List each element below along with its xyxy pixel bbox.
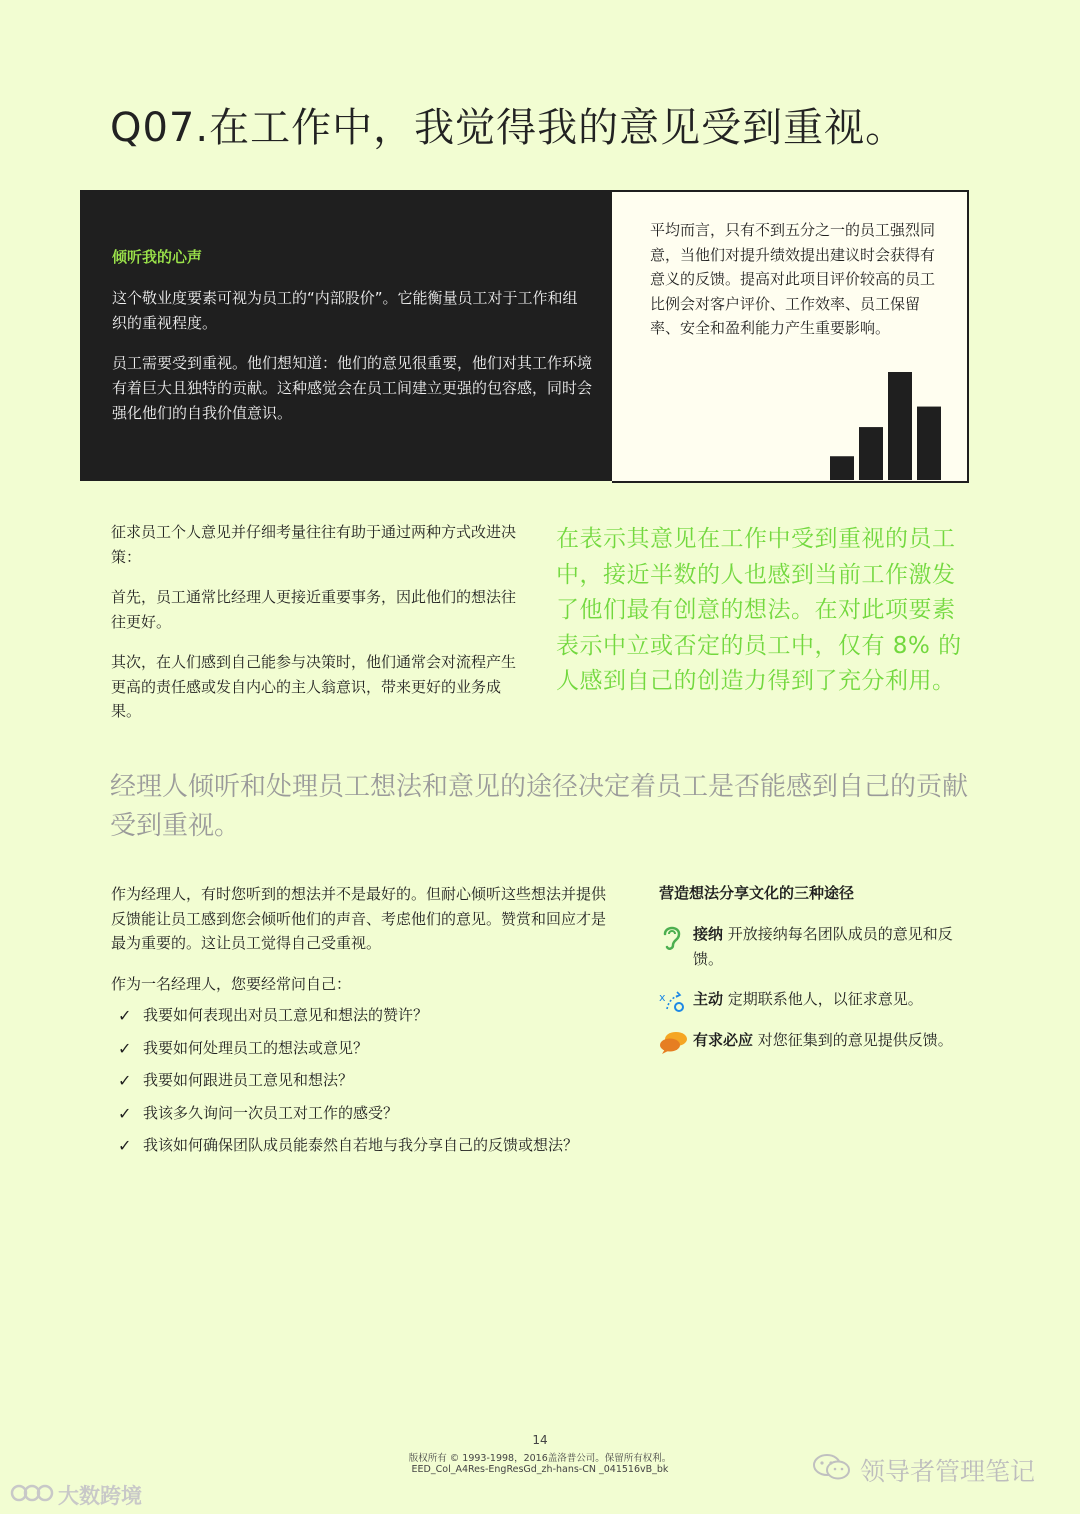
gray-pull-quote: 经理人倾听和处理员工想法和意见的途径决定着员工是否能感到自己的贡献受到重视。 xyxy=(110,772,969,841)
left-paragraph-3: 其次，在人们感到自己能参与决策时，他们通常会对流程产生更高的责任感或发自内心的主人翁意识，带来更好的业务成果。 xyxy=(111,653,517,720)
watermark-right: 领导者管理笔记 xyxy=(812,1452,1035,1488)
dark-box-paragraph-2: 员工需要受到重视。他们想知道：他们的意见很重要，他们对其工作环境有着巨大且独特的贡献。这种感觉会在员工间建立更强的包容感，同时会强化他们的自我价值意识。 xyxy=(112,354,593,422)
wechat-icon xyxy=(812,1452,852,1488)
bar-mark xyxy=(859,427,883,480)
page-number: 14 xyxy=(532,1433,548,1447)
green-callout-quote: 在表示其意见在工作中受到重视的员工中，接近半数的人也感到当前工作激发了他们最有创意的想法。在对此项要素表示中立或否定的员工中，仅有 8% 的人感到自己的创造力得到了充分利用。 xyxy=(556,526,962,694)
question-checklist xyxy=(118,1003,628,1166)
way-item-accept: 接纳 开放接纳每名团队成员的意见和反馈。 xyxy=(659,922,969,971)
stat-box-text: 平均而言，只有不到五分之一的员工强烈同意，当他们对提升绩效提出建议时会获得有意义的反馈。提高对此项目评价较高的员工比例会对客户评价、工作效率、员工保留率、安全和盈利能力产生重要影响。 xyxy=(650,221,936,337)
bar-mark xyxy=(917,407,941,480)
checklist-item: ✓ 我要如何处理员工的想法或意见？ xyxy=(118,1036,628,1061)
bar-mark xyxy=(830,456,854,480)
bar-mark xyxy=(888,372,912,480)
copyright-text: 版权所有 © 1993-1998，2016盖洛普公司。保留所有权利。 xyxy=(408,1453,672,1464)
ways-heading: 营造想法分享文化的三种途径 xyxy=(659,884,855,902)
left-paragraph-1: 征求员工个人意见并仔细考量往往有助于通过两种方式改进决策： xyxy=(111,523,517,566)
checklist-item: ✓ 我要如何表现出对员工意见和想法的赞许？ xyxy=(118,1003,628,1028)
strategy-icon xyxy=(659,987,693,1017)
checklist-item: ✓ 我该如何确保团队成员能泰然自若地与我分享自己的反馈或想法？ xyxy=(118,1133,628,1158)
way-item-proactive: x 主动 定期联系他人，以征求意见。 xyxy=(659,987,969,1017)
dark-box-paragraph-1: 这个敬业度要素可视为员工的“内部股价”。它能衡量员工对于工作和组织的重视程度。 xyxy=(112,289,578,332)
brand-logo-icon xyxy=(10,1482,54,1509)
ear-icon xyxy=(659,922,693,952)
watermark-left: 大数跨境 xyxy=(10,1480,142,1510)
check-icon: ✓ xyxy=(118,1071,132,1090)
check-icon: ✓ xyxy=(118,1038,132,1058)
svg-text:x: x xyxy=(659,991,666,1004)
check-icon: ✓ xyxy=(118,1006,132,1025)
dark-info-box xyxy=(80,190,613,481)
speech-bubbles-icon xyxy=(659,1028,693,1058)
checklist-item: ✓ 我要如何跟进员工意见和想法？ xyxy=(118,1068,628,1093)
dark-box-heading: 倾听我的心声 xyxy=(112,248,203,266)
stat-box xyxy=(612,190,969,483)
bar-graphic xyxy=(830,372,950,480)
way-item-responsive: 有求必应 对您征集到的意见提供反馈。 xyxy=(659,1028,969,1058)
manager-paragraph-1: 作为经理人，有时您听到的想法并不是最好的。但耐心倾听这些想法并提供反馈能让员工感到您会倾听他们的声音、考虑他们的意见。赞赏和回应才是最为重要的。这让员工觉得自己受重视。 xyxy=(111,885,607,952)
check-icon: ✓ xyxy=(118,1103,132,1123)
left-paragraph-2: 首先，员工通常比经理人更接近重要事务，因此他们的想法往往更好。 xyxy=(111,588,517,631)
document-code: EED_Col_A4Res-EngResGd_zh-hans-CN _041516vB_bk xyxy=(411,1464,669,1475)
checklist-item: ✓ 我该多久询问一次员工对工作的感受？ xyxy=(118,1101,628,1126)
check-icon: ✓ xyxy=(118,1136,132,1155)
manager-paragraph-2: 作为一名经理人，您要经常问自己： xyxy=(111,975,352,993)
page-title: Q07.在工作中，我觉得我的意见受到重视。 xyxy=(110,105,907,151)
